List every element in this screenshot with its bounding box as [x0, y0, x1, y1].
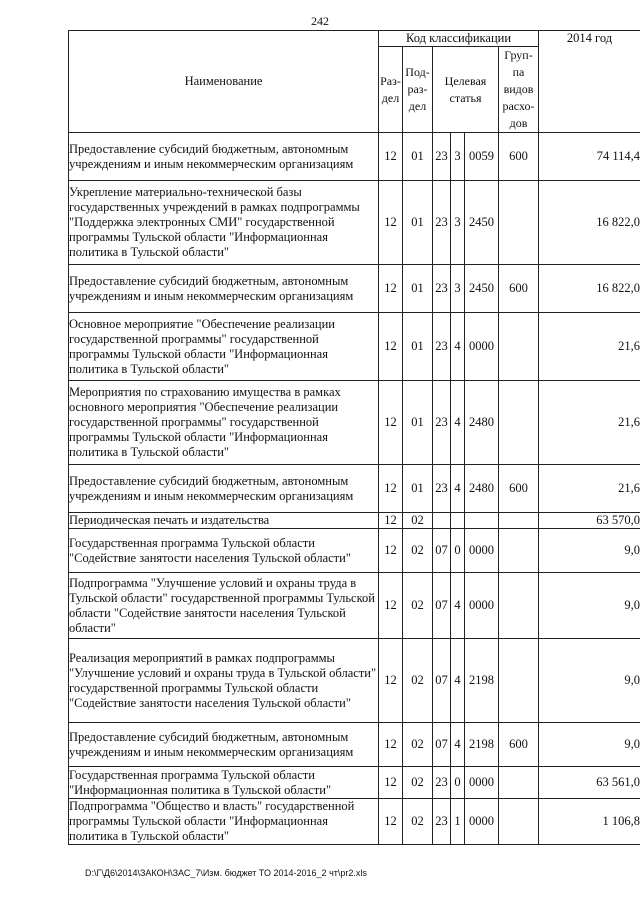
row-razdel: 12 — [379, 181, 403, 265]
row-expense-type — [499, 767, 539, 799]
row-name: Государственная программа Тульской области "Содействие занятости населения Тульской области" — [69, 529, 379, 573]
row-expense-type — [499, 639, 539, 723]
table-row — [69, 381, 640, 465]
row-target-subprogram: 4 — [451, 381, 465, 465]
header-row-1 — [69, 31, 640, 47]
row-target-code: 0000 — [465, 573, 499, 639]
row-target-code: 2480 — [465, 381, 499, 465]
row-podrazdel: 02 — [403, 513, 433, 529]
row-razdel: 12 — [379, 513, 403, 529]
row-amount: 9,0 — [539, 529, 640, 573]
row-amount: 9,0 — [539, 573, 640, 639]
row-razdel: 12 — [379, 723, 403, 767]
row-target-program: 07 — [433, 573, 451, 639]
row-expense-type: 600 — [499, 265, 539, 313]
row-expense-type — [499, 381, 539, 465]
row-target-code: 0000 — [465, 313, 499, 381]
row-podrazdel: 01 — [403, 313, 433, 381]
row-target-program: 23 — [433, 265, 451, 313]
row-amount: 21,6 — [539, 465, 640, 513]
row-target-code: 0000 — [465, 529, 499, 573]
row-target-code: 0000 — [465, 767, 499, 799]
row-target-program: 23 — [433, 465, 451, 513]
row-razdel: 12 — [379, 799, 403, 845]
row-amount: 9,0 — [539, 723, 640, 767]
row-podrazdel: 02 — [403, 767, 433, 799]
row-amount: 21,6 — [539, 313, 640, 381]
row-target-subprogram: 4 — [451, 573, 465, 639]
row-target-program: 23 — [433, 133, 451, 181]
row-podrazdel: 02 — [403, 639, 433, 723]
table-row — [69, 723, 640, 767]
row-target-subprogram: 3 — [451, 181, 465, 265]
row-expense-type: 600 — [499, 723, 539, 767]
row-amount: 9,0 — [539, 639, 640, 723]
row-amount: 1 106,8 — [539, 799, 640, 845]
row-target-subprogram: 0 — [451, 767, 465, 799]
row-expense-type — [499, 799, 539, 845]
table-row — [69, 639, 640, 723]
row-amount: 16 822,0 — [539, 181, 640, 265]
row-razdel: 12 — [379, 529, 403, 573]
row-target-subprogram: 4 — [451, 465, 465, 513]
row-razdel: 12 — [379, 381, 403, 465]
row-name: Реализация мероприятий в рамках подпрограммы "Улучшение условий и охраны труда в Тульской области" государственной программы Тульской области "Содействие занятости населения Тульской области" — [69, 639, 379, 723]
row-podrazdel: 01 — [403, 381, 433, 465]
row-target-program: 07 — [433, 723, 451, 767]
row-target-code: 2450 — [465, 265, 499, 313]
row-podrazdel: 01 — [403, 265, 433, 313]
table-row — [69, 513, 640, 529]
row-expense-type: 600 — [499, 133, 539, 181]
row-razdel: 12 — [379, 465, 403, 513]
row-razdel: 12 — [379, 313, 403, 381]
row-name: Предоставление субсидий бюджетным, автономным учреждениям и иным некоммерческим организациям — [69, 265, 379, 313]
header-podrazdel: Под- раз- дел — [403, 47, 433, 133]
row-amount: 74 114,4 — [539, 133, 640, 181]
row-name: Подпрограмма "Улучшение условий и охраны труда в Тульской области" государственной программы Тульской области "Содействие занятости населения Тульской области" — [69, 573, 379, 639]
row-razdel: 12 — [379, 573, 403, 639]
row-amount: 63 570,0 — [539, 513, 640, 529]
row-target-program: 07 — [433, 529, 451, 573]
row-target-subprogram: 4 — [451, 313, 465, 381]
row-target-code: 0000 — [465, 799, 499, 845]
table-row — [69, 313, 640, 381]
row-razdel: 12 — [379, 767, 403, 799]
row-expense-type — [499, 513, 539, 529]
budget-table — [68, 30, 640, 845]
table-row — [69, 181, 640, 265]
row-podrazdel: 01 — [403, 181, 433, 265]
row-target-code: 2198 — [465, 723, 499, 767]
row-expense-type: 600 — [499, 465, 539, 513]
row-target-program: 23 — [433, 313, 451, 381]
table-row — [69, 573, 640, 639]
row-name: Предоставление субсидий бюджетным, автономным учреждениям и иным некоммерческим организациям — [69, 723, 379, 767]
row-razdel: 12 — [379, 265, 403, 313]
table-row — [69, 767, 640, 799]
row-name: Мероприятия по страхованию имущества в рамках основного мероприятия "Обеспечение реализации государственной программы" государственной программы Тульской области "Информационная политика в Тульской области" — [69, 381, 379, 465]
row-razdel: 12 — [379, 639, 403, 723]
table-row — [69, 465, 640, 513]
table-row — [69, 799, 640, 845]
row-name: Периодическая печать и издательства — [69, 513, 379, 529]
header-vid: Груп- па видов расхо- дов — [499, 47, 539, 133]
row-target-subprogram: 0 — [451, 529, 465, 573]
header-year: 2014 год — [539, 31, 640, 133]
row-amount: 16 822,0 — [539, 265, 640, 313]
row-target-subprogram: 1 — [451, 799, 465, 845]
row-name: Предоставление субсидий бюджетным, автономным учреждениям и иным некоммерческим организациям — [69, 465, 379, 513]
row-expense-type — [499, 313, 539, 381]
row-name: Подпрограмма "Общество и власть" государственной программы Тульской области "Информационная политика в Тульской области" — [69, 799, 379, 845]
file-path-footer: D:\Г\Д6\2014\ЗАКОН\ЗАС_7\Изм. бюджет ТО 2014-2016_2 чт\pr2.xls — [85, 868, 367, 878]
row-target-subprogram: 3 — [451, 265, 465, 313]
table-row — [69, 265, 640, 313]
row-expense-type — [499, 529, 539, 573]
row-target-program: 23 — [433, 181, 451, 265]
row-podrazdel: 01 — [403, 133, 433, 181]
row-name: Укрепление материально-технической базы государственных учреждений в рамках подпрограммы "Поддержка электронных СМИ" государственной программы Тульской области "Информационная политика в Тульской области" — [69, 181, 379, 265]
row-amount: 21,6 — [539, 381, 640, 465]
row-target-program — [433, 513, 451, 529]
row-podrazdel: 02 — [403, 723, 433, 767]
row-target-program: 07 — [433, 639, 451, 723]
row-target-code — [465, 513, 499, 529]
row-target-code: 2198 — [465, 639, 499, 723]
row-target-subprogram: 4 — [451, 639, 465, 723]
row-target-program: 23 — [433, 799, 451, 845]
row-podrazdel: 02 — [403, 529, 433, 573]
row-name: Государственная программа Тульской области "Информационная политика в Тульской области" — [69, 767, 379, 799]
table-row — [69, 133, 640, 181]
header-name: Наименование — [69, 31, 379, 133]
row-razdel: 12 — [379, 133, 403, 181]
header-razdel: Раз- дел — [379, 47, 403, 133]
row-podrazdel: 02 — [403, 799, 433, 845]
row-target-subprogram — [451, 513, 465, 529]
row-name: Основное мероприятие "Обеспечение реализации государственной программы" государственной программы Тульской области "Информационная политика в Тульской области" — [69, 313, 379, 381]
row-name: Предоставление субсидий бюджетным, автономным учреждениям и иным некоммерческим организациям — [69, 133, 379, 181]
row-target-subprogram: 3 — [451, 133, 465, 181]
row-target-subprogram: 4 — [451, 723, 465, 767]
row-amount: 63 561,0 — [539, 767, 640, 799]
row-podrazdel: 02 — [403, 573, 433, 639]
table-row — [69, 529, 640, 573]
header-code-group: Код классификации — [379, 31, 539, 47]
header-target: Целевая статья — [433, 47, 499, 133]
page-number: 242 — [311, 14, 329, 28]
row-target-code: 2450 — [465, 181, 499, 265]
row-target-code: 0059 — [465, 133, 499, 181]
row-podrazdel: 01 — [403, 465, 433, 513]
row-target-program: 23 — [433, 381, 451, 465]
row-expense-type — [499, 181, 539, 265]
row-target-program: 23 — [433, 767, 451, 799]
row-target-code: 2480 — [465, 465, 499, 513]
row-expense-type — [499, 573, 539, 639]
